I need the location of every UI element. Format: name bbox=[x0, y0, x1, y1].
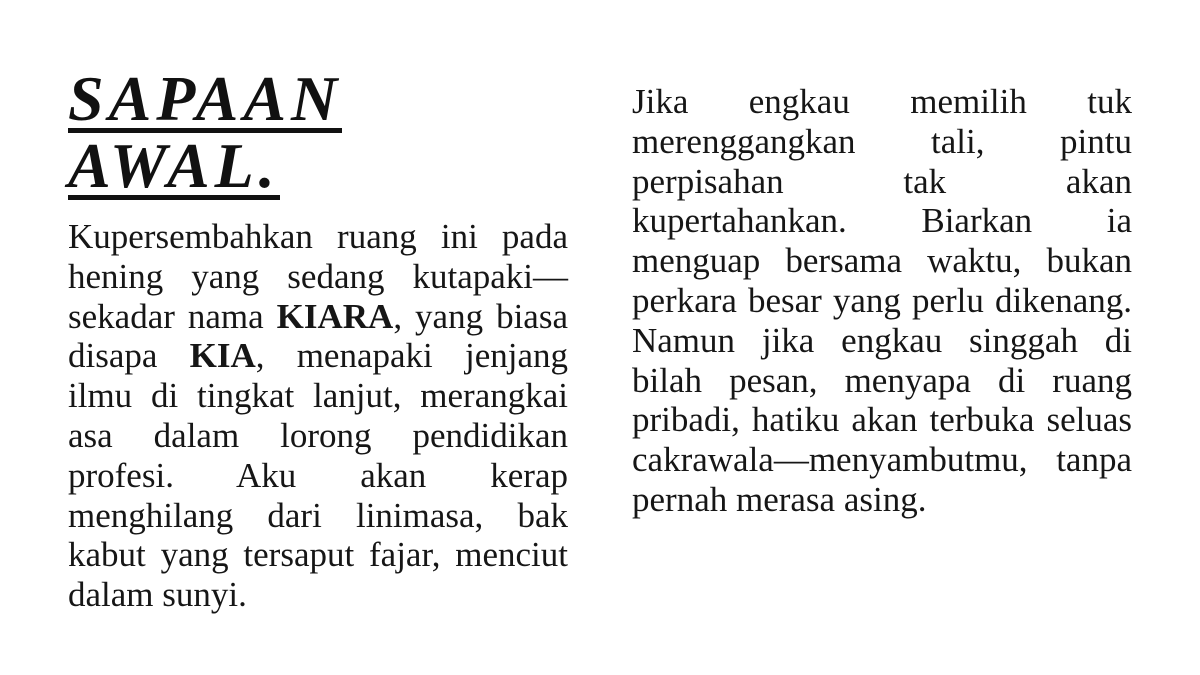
intro-paragraph bbox=[68, 217, 568, 615]
name-short: KIA bbox=[189, 336, 256, 376]
intro-text-part-1: Kupersembahkan ruang ini pada hening yang sedang kutapaki—sekadar nama bbox=[68, 217, 568, 336]
name-full: KIARA bbox=[276, 296, 394, 336]
intro-text-part-3: , menapaki jenjang ilmu di tingkat lanjut, merangkai asa dalam lorong pendidikan profesi. Aku akan kerap menghilang dari linimasa, bak kabut yang tersaput fajar, menciut dalam sunyi. bbox=[68, 336, 568, 615]
page-title bbox=[68, 63, 343, 201]
title-line-2: AWAL. bbox=[68, 130, 280, 201]
title-line-1: SAPAAN bbox=[68, 63, 343, 134]
intro-text-part-2: , yang biasa disapa bbox=[68, 296, 568, 376]
farewell-paragraph: Jika engkau memilih tuk merenggangkan tali, pintu perpisahan tak akan kupertahankan. Biarkan ia menguap bersama waktu, bukan perkara besar yang perlu dikenang. Namun jika engkau singgah di bilah pesan, menyapa di ruang pribadi, hatiku akan terbuka seluas cakrawala—menyambutmu, tanpa pernah merasa asing. bbox=[632, 82, 1132, 519]
